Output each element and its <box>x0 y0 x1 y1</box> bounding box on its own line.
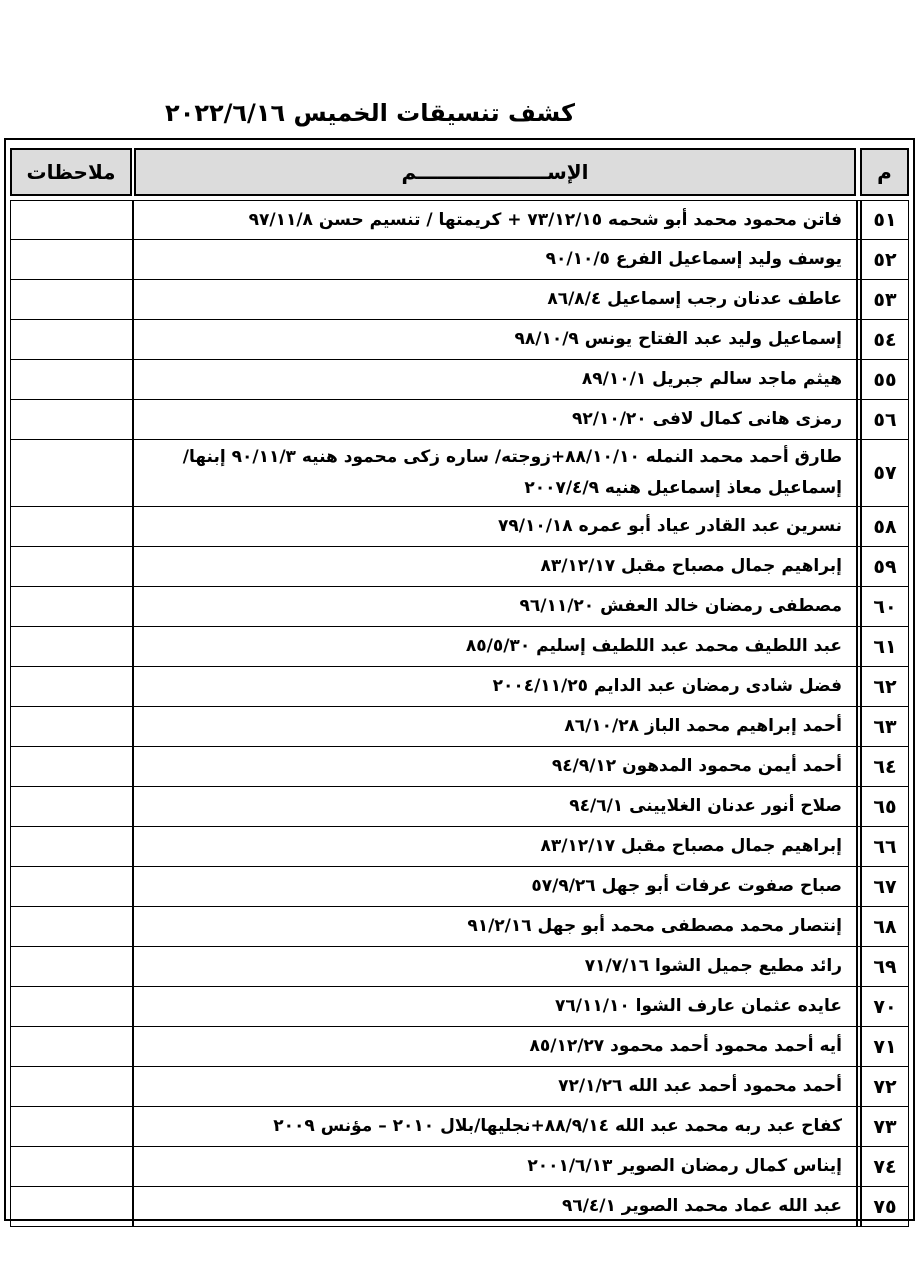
row-name: رائد مطيع جميل الشوا ٧١/٧/١٦ <box>132 947 858 986</box>
row-number: ٥٥ <box>860 360 909 399</box>
table-row <box>10 707 909 747</box>
table-row <box>10 360 909 400</box>
row-number: ٧٤ <box>860 1147 909 1186</box>
row-number: ٥٤ <box>860 320 909 359</box>
row-number: ٧٠ <box>860 987 909 1026</box>
row-number: ٧١ <box>860 1027 909 1066</box>
row-number: ٧٢ <box>860 1067 909 1106</box>
row-name: فضل شادى رمضان عبد الدايم ٢٠٠٤/١١/٢٥ <box>132 667 858 706</box>
table-row <box>10 1067 909 1107</box>
row-name: هيثم ماجد سالم جبريل ٨٩/١٠/١ <box>132 360 858 399</box>
table-row <box>10 787 909 827</box>
row-notes <box>10 707 132 746</box>
row-notes <box>10 867 132 906</box>
table-row <box>10 587 909 627</box>
row-name: أحمد إبراهيم محمد الباز ٨٦/١٠/٢٨ <box>132 707 858 746</box>
row-notes <box>10 947 132 986</box>
row-notes <box>10 201 132 239</box>
row-notes <box>10 1067 132 1106</box>
table-row <box>10 280 909 320</box>
row-name: كفاح عبد ربه محمد عبد الله ٨٨/٩/١٤+نجليها/بلال ٢٠١٠ – مؤنس ٢٠٠٩ <box>132 1107 858 1146</box>
table-row <box>10 1187 909 1227</box>
table-row <box>10 627 909 667</box>
row-notes <box>10 440 132 506</box>
row-number: ٦١ <box>860 627 909 666</box>
row-name: إبراهيم جمال مصباح مقبل ٨٣/١٢/١٧ <box>132 827 858 866</box>
table-row <box>10 1147 909 1187</box>
row-name: فاتن محمود محمد أبو شحمه ٧٣/١٢/١٥ + كريمتها / تنسيم حسن ٩٧/١١/٨ <box>132 201 858 239</box>
row-name: إيناس كمال رمضان الصوير ٢٠٠١/٦/١٣ <box>132 1147 858 1186</box>
row-name: مصطفى رمضان خالد العفش ٩٦/١١/٢٠ <box>132 587 858 626</box>
row-name: طارق أحمد محمد النمله ٨٨/١٠/١٠+زوجته/ ساره زكى محمود هنيه ٩٠/١١/٣ إبنها/ إسماعيل معاذ إسماعيل هنيه ٢٠٠٧/٤/٩ <box>132 440 858 506</box>
row-name: إبراهيم جمال مصباح مقبل ٨٣/١٢/١٧ <box>132 547 858 586</box>
schedule-table <box>4 138 915 1221</box>
row-number: ٥٦ <box>860 400 909 439</box>
row-name: رمزى هانى كمال لافى ٩٢/١٠/٢٠ <box>132 400 858 439</box>
row-name: إسماعيل وليد عبد الفتاح يونس ٩٨/١٠/٩ <box>132 320 858 359</box>
row-number: ٥٧ <box>860 440 909 506</box>
row-notes <box>10 547 132 586</box>
row-notes <box>10 400 132 439</box>
table-row <box>10 240 909 280</box>
table-row <box>10 1107 909 1147</box>
table-row <box>10 947 909 987</box>
row-notes <box>10 1027 132 1066</box>
row-notes <box>10 987 132 1026</box>
row-number: ٦٤ <box>860 747 909 786</box>
row-notes <box>10 240 132 279</box>
row-name: نسرين عبد القادر عياد أبو عمره ٧٩/١٠/١٨ <box>132 507 858 546</box>
table-row <box>10 200 909 240</box>
table-row <box>10 907 909 947</box>
row-number: ٦٧ <box>860 867 909 906</box>
table-row <box>10 867 909 907</box>
row-notes <box>10 1187 132 1226</box>
table-row <box>10 320 909 360</box>
row-number: ٦٣ <box>860 707 909 746</box>
table-row <box>10 1027 909 1067</box>
row-notes <box>10 827 132 866</box>
row-number: ٥٣ <box>860 280 909 319</box>
table-row <box>10 747 909 787</box>
row-notes <box>10 280 132 319</box>
row-notes <box>10 360 132 399</box>
row-number: ٦٢ <box>860 667 909 706</box>
table-row <box>10 987 909 1027</box>
row-notes <box>10 1107 132 1146</box>
row-number: ٥٢ <box>860 240 909 279</box>
row-number: ٦٨ <box>860 907 909 946</box>
row-notes <box>10 587 132 626</box>
row-name: إنتصار محمد مصطفى محمد أبو جهل ٩١/٢/١٦ <box>132 907 858 946</box>
row-name: عبد الله عماد محمد الصوير ٩٦/٤/١ <box>132 1187 858 1226</box>
row-number: ٥١ <box>860 201 909 239</box>
row-name: عبد اللطيف محمد عبد اللطيف إسليم ٨٥/٥/٣٠ <box>132 627 858 666</box>
row-notes <box>10 507 132 546</box>
row-number: ٧٣ <box>860 1107 909 1146</box>
row-notes <box>10 1147 132 1186</box>
row-number: ٦٠ <box>860 587 909 626</box>
row-name: صباح صفوت عرفات أبو جهل ٥٧/٩/٢٦ <box>132 867 858 906</box>
row-number: ٥٨ <box>860 507 909 546</box>
row-name: أيه أحمد محمود أحمد محمود ٨٥/١٢/٢٧ <box>132 1027 858 1066</box>
row-name: عايده عثمان عارف الشوا ٧٦/١١/١٠ <box>132 987 858 1026</box>
table-row <box>10 400 909 440</box>
row-name: عاطف عدنان رجب إسماعيل ٨٦/٨/٤ <box>132 280 858 319</box>
row-notes <box>10 320 132 359</box>
table-row <box>10 667 909 707</box>
header-name: الإســـــــــــــــــــم <box>134 148 856 196</box>
table-row <box>10 507 909 547</box>
row-number: ٦٥ <box>860 787 909 826</box>
header-notes: ملاحظات <box>10 148 132 196</box>
row-number: ٧٥ <box>860 1187 909 1226</box>
row-notes <box>10 907 132 946</box>
table-row <box>10 440 909 507</box>
table-row <box>10 547 909 587</box>
row-notes <box>10 747 132 786</box>
row-notes <box>10 627 132 666</box>
row-notes <box>10 787 132 826</box>
page-title: كشف تنسيقات الخميس ٢٠٢٢/٦/١٦ <box>165 99 575 127</box>
row-name: أحمد محمود أحمد عبد الله ٧٢/١/٢٦ <box>132 1067 858 1106</box>
row-number: ٦٩ <box>860 947 909 986</box>
table-body <box>10 200 909 1227</box>
row-name: أحمد أيمن محمود المدهون ٩٤/٩/١٢ <box>132 747 858 786</box>
header-number: م <box>860 148 909 196</box>
row-number: ٦٦ <box>860 827 909 866</box>
row-name: يوسف وليد إسماعيل الفرع ٩٠/١٠/٥ <box>132 240 858 279</box>
table-header <box>10 148 909 196</box>
row-notes <box>10 667 132 706</box>
table-row <box>10 827 909 867</box>
row-number: ٥٩ <box>860 547 909 586</box>
row-name: صلاح أنور عدنان الغلايينى ٩٤/٦/١ <box>132 787 858 826</box>
